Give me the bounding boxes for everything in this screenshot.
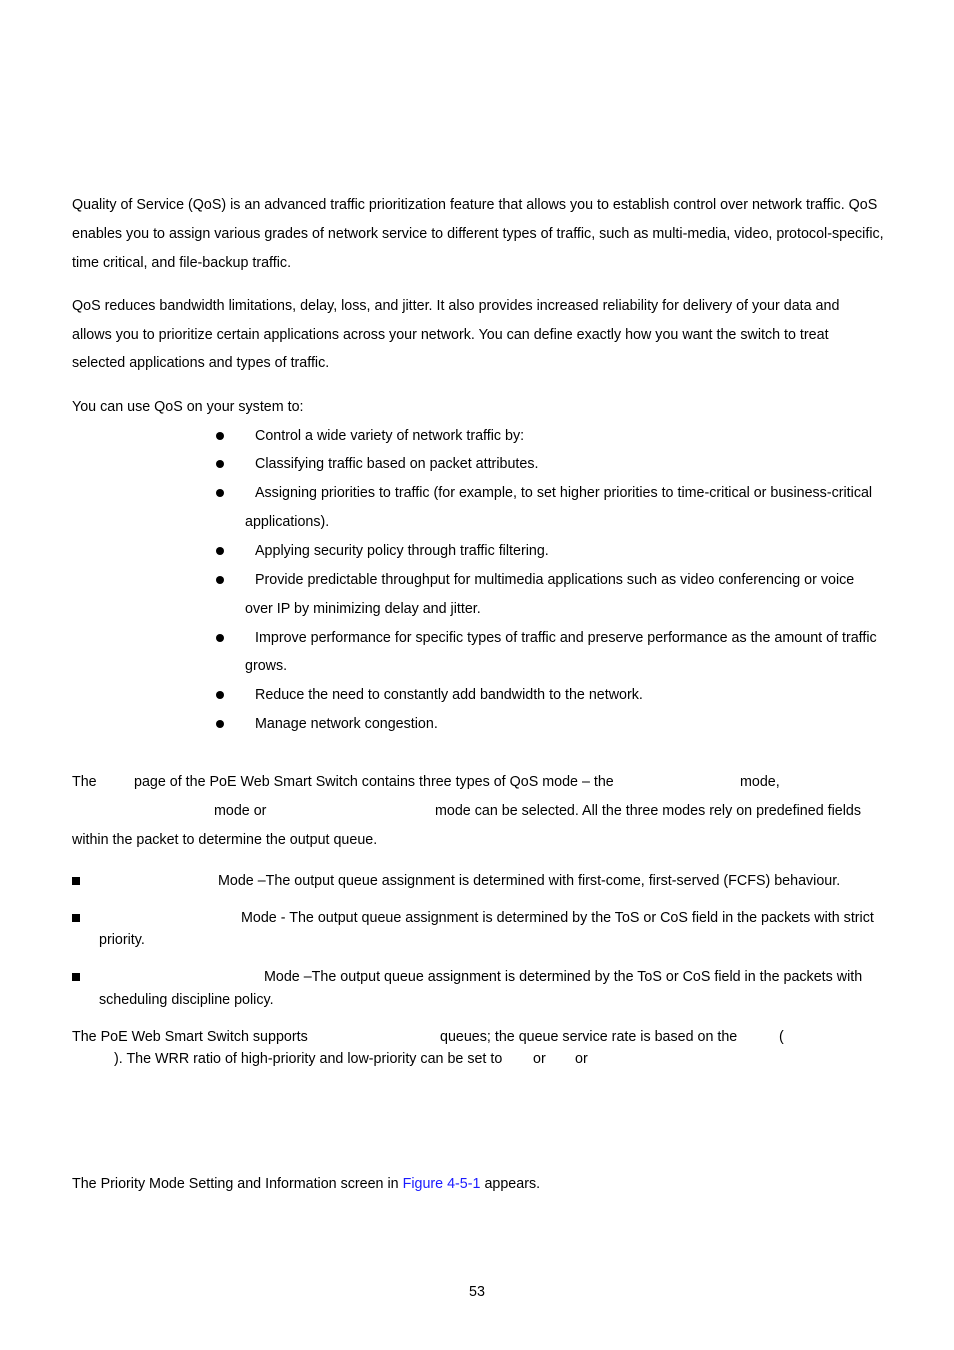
- queues-text-a3: (: [779, 1029, 784, 1045]
- para2-line-2: allows you to prioritize certain applications across your network. You can define exactly how you want the switch to treat: [72, 327, 829, 343]
- bullet-1: Control a wide variety of network traffic by:: [255, 428, 525, 444]
- bullet-dot: [216, 576, 224, 584]
- bullet-dot: [216, 720, 224, 728]
- figure-ref-before: The Priority Mode Setting and Information screen in: [72, 1176, 399, 1192]
- mode-2-desc-line-2: priority.: [99, 932, 145, 948]
- modes-text-a3: mode,: [740, 774, 780, 790]
- bullet-2: Classifying traffic based on packet attributes.: [255, 456, 539, 472]
- queues-text-b3: or: [575, 1051, 588, 1067]
- intro-line-3: time critical, and file-backup traffic.: [72, 255, 292, 271]
- mode-3-desc-line-1: Mode –The output queue assignment is determined by the ToS or CoS field in the packets with: [264, 969, 863, 985]
- queues-text-a1: The PoE Web Smart Switch supports: [72, 1029, 308, 1045]
- bullet-5-line-1: Provide predictable throughput for multimedia applications such as video conferencing or voice: [255, 572, 855, 588]
- bullet-3-line-1: Assigning priorities to traffic (for example, to set higher priorities to time-critical or business-critical: [255, 485, 873, 501]
- bullet-5-line-2: over IP by minimizing delay and jitter.: [245, 601, 481, 617]
- figure-link[interactable]: Figure 4-5-1: [402, 1176, 481, 1192]
- queues-text-b1: ). The WRR ratio of high-priority and low-priority can be set to: [114, 1051, 503, 1067]
- mode-2-desc-line-1: Mode - The output queue assignment is determined by the ToS or CoS field in the packets with strict: [241, 910, 874, 926]
- bullet-6-line-1: Improve performance for specific types of traffic and preserve performance as the amount of traffic: [255, 630, 877, 646]
- queues-text-b2: or: [533, 1051, 546, 1067]
- intro-line-2: enables you to assign various grades of network service to different types of traffic, such as multi-media, video, protocol-specific,: [72, 226, 884, 242]
- bullet-dot: [216, 547, 224, 555]
- modes-text-c: within the packet to determine the output queue.: [72, 832, 378, 848]
- square-bullet: [72, 914, 80, 922]
- queues-text-a2: queues; the queue service rate is based on the: [440, 1029, 738, 1045]
- figure-ref-after: appears.: [484, 1176, 541, 1192]
- bullet-dot: [216, 432, 224, 440]
- bullet-dot: [216, 691, 224, 699]
- modes-text-a1: The: [72, 774, 97, 790]
- figure-reference: [72, 1177, 540, 1191]
- modes-text-b1: mode or: [214, 803, 267, 819]
- bullet-dot: [216, 489, 224, 497]
- mode-1-desc: Mode –The output queue assignment is determined with first-come, first-served (FCFS) behaviour.: [218, 873, 841, 889]
- bullet-4: Applying security policy through traffic filtering.: [255, 543, 549, 559]
- page-number: 53: [469, 1284, 485, 1300]
- use-intro: You can use QoS on your system to:: [72, 399, 304, 415]
- bullet-8: Manage network congestion.: [255, 716, 438, 732]
- mode-3-desc-line-2: scheduling discipline policy.: [99, 992, 274, 1008]
- square-bullet: [72, 973, 80, 981]
- modes-text-a2: page of the PoE Web Smart Switch contains three types of QoS mode – the: [134, 774, 614, 790]
- bullet-6-line-2: grows.: [245, 658, 288, 674]
- para2-line-1: QoS reduces bandwidth limitations, delay, loss, and jitter. It also provides increased reliability for delivery of your data and: [72, 298, 840, 314]
- bullet-7: Reduce the need to constantly add bandwidth to the network.: [255, 687, 643, 703]
- intro-line-1: Quality of Service (QoS) is an advanced traffic prioritization feature that allows you to establish control over network traffic. QoS: [72, 197, 878, 213]
- modes-text-b2: mode can be selected. All the three modes rely on predefined fields: [435, 803, 861, 819]
- bullet-dot: [216, 634, 224, 642]
- square-bullet: [72, 877, 80, 885]
- para2-line-3: selected applications and types of traffic.: [72, 355, 330, 371]
- bullet-3-line-2: applications).: [245, 514, 330, 530]
- bullet-dot: [216, 460, 224, 468]
